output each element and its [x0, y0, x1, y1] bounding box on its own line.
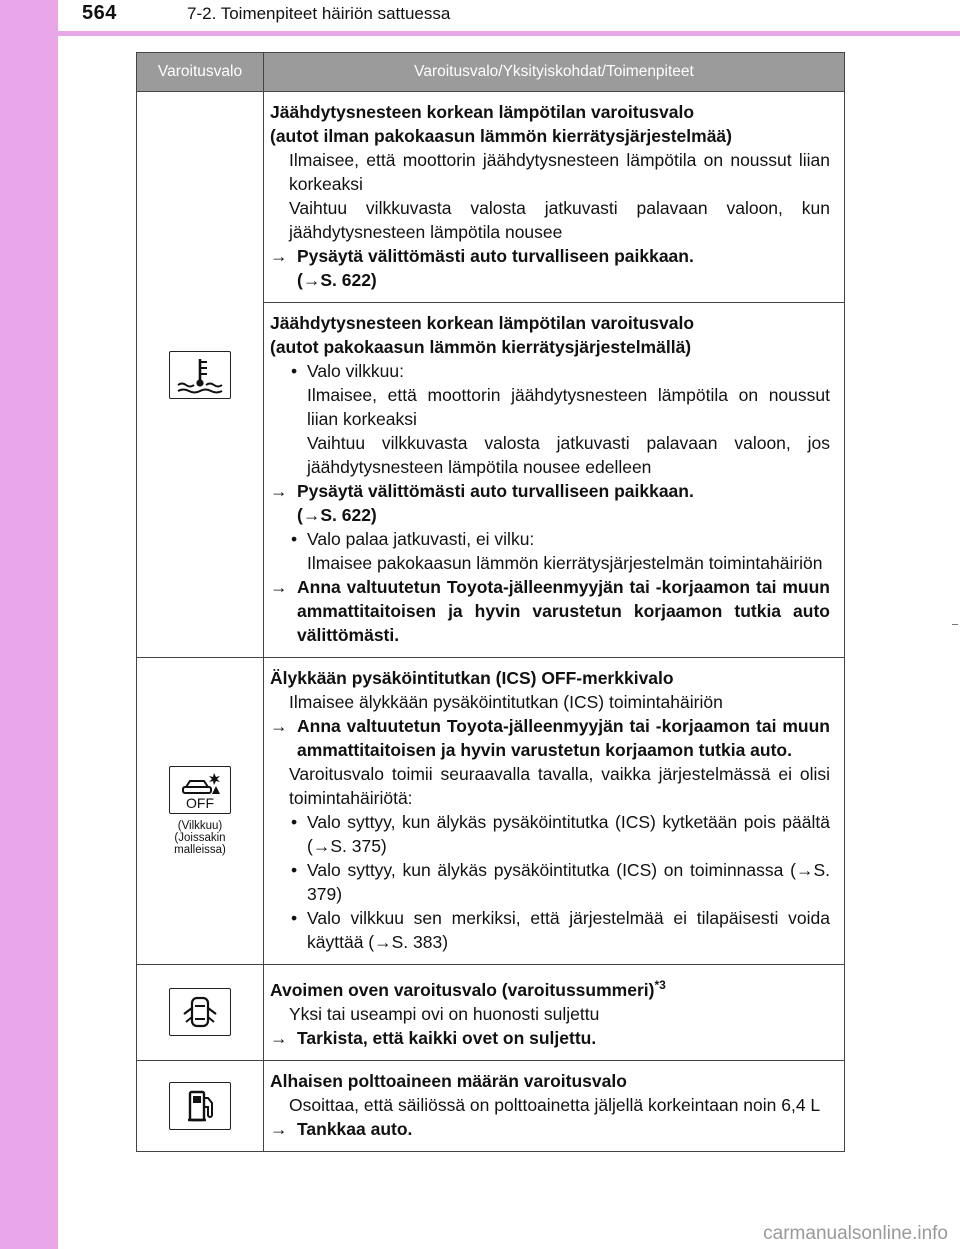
open-door-icon [169, 988, 231, 1036]
row-text: Yksi tai useampi ovi on huonosti suljettu [289, 1003, 600, 1024]
row-text: Varoitusvalo toimii seuraavalla tavalla, vaikka järjestelmässä ei olisi toimintahäiriötä: [289, 764, 830, 808]
action-line: → Pysäytä välittömästi auto turvalliseen paikkaan. [270, 246, 694, 266]
column-header-light: Varoitusvalo [137, 53, 264, 92]
arrow-icon: → [374, 932, 392, 952]
coolant-temperature-icon [169, 351, 231, 399]
arrow-icon: → [270, 1027, 288, 1048]
bullet-item: • Valo syttyy, kun älykäs pysäköintitutka (ICS) on toiminnassa (→S. 379) [270, 858, 830, 906]
action-line: → Pysäytä välittömästi auto turvalliseen paikkaan. [270, 481, 694, 501]
column-header-details: Varoitusvalo/Yksityiskohdat/Toimenpiteet [264, 53, 845, 92]
table-row [137, 658, 845, 965]
watermark: carmanualsonline.info [763, 1223, 948, 1244]
warning-light-table [136, 52, 845, 1152]
table-row [137, 1060, 845, 1151]
page-reference: (→S. 622) [297, 505, 377, 525]
arrow-icon: → [270, 246, 288, 266]
ics-off-icon [169, 766, 231, 814]
coolant-warning-details-1 [264, 92, 845, 303]
arrow-icon: → [795, 860, 814, 880]
row-title-sub: (autot pakokaasun lämmön kierrätysjärjestelmällä) [270, 337, 692, 357]
row-text: Ilmaisee älykkään pysäköintitutkan (ICS) toimintahäiriön [289, 692, 723, 712]
ics-off-label: OFF [186, 795, 214, 811]
footnote-marker: *3 [654, 978, 666, 992]
table-row [137, 965, 845, 1061]
bullet-item: • Valo vilkkuu: [270, 359, 830, 383]
arrow-icon: → [270, 1118, 288, 1139]
arrow-icon: → [312, 836, 331, 856]
action-line: → Tarkista, että kaikki ovet on suljettu. [270, 1027, 597, 1048]
coolant-icon-cell [137, 92, 264, 658]
fuel-details [264, 1060, 845, 1151]
bullet-text: Vaihtuu vilkkuvasta valosta jatkuvasti palavaan valoon, jos jäähdytysnesteen lämpötila nousee edelleen [307, 433, 830, 477]
row-title: Jäähdytysnesteen korkean lämpötilan varoitusvalo [270, 313, 695, 333]
row-title-sub: (autot ilman pakokaasun lämmön kierrätysjärjestelmää) [270, 126, 732, 146]
edge-mark [952, 624, 958, 625]
page-number: 564 [82, 2, 117, 24]
door-details [264, 965, 845, 1061]
arrow-icon: → [270, 716, 288, 736]
row-text: Ilmaisee, että moottorin jäähdytysnesteen lämpötila on noussut liian korkeaksi [289, 150, 830, 194]
row-title: Älykkään pysäköintitutkan (ICS) OFF-merkkivalo [270, 668, 674, 688]
row-title: Avoimen oven varoitusvalo (varoitussummeri)$^{*3}$ [270, 978, 666, 1000]
row-title: Alhaisen polttoaineen määrän varoitusvalo [270, 1070, 627, 1091]
fuel-icon-cell [137, 1060, 264, 1151]
action-line: → Anna valtuutetun Toyota-jälleenmyyjän tai -korjaamon tai muun ammattitaitoisen ja hyvin varustetun korjaamon tutkia auto. [270, 716, 830, 760]
arrow-icon: → [302, 270, 321, 290]
bullet-item: • Valo palaa jatkuvasti, ei vilku: [270, 527, 830, 551]
ics-details [264, 658, 845, 965]
sidebar-band [0, 0, 58, 1249]
row-text: Vaihtuu vilkkuvasta valosta jatkuvasti palavaan valoon, kun jäähdytysnesteen lämpötila nousee [289, 198, 830, 242]
bullet-item: • Valo syttyy, kun älykäs pysäköintitutka (ICS) kytketään pois päältä (→S. 375) [270, 810, 830, 858]
table-row [137, 92, 845, 303]
fuel-pump-icon [169, 1082, 231, 1130]
header-rule [0, 31, 960, 36]
action-line: → Tankkaa auto. [270, 1118, 413, 1139]
ics-icon-cell [137, 658, 264, 965]
arrow-icon: → [270, 577, 288, 597]
bullet-text: Ilmaisee, että moottorin jäähdytysnesteen lämpötila on noussut liian korkeaksi [307, 385, 830, 429]
icon-note: (Vilkkuu) (Joissakin malleissa) [174, 820, 226, 856]
row-text: Osoittaa, että säiliössä on polttoainetta jäljellä korkeintaan noin 6,4 L [289, 1094, 821, 1115]
action-line: → Anna valtuutetun Toyota-jälleenmyyjän tai -korjaamon tai muun ammattitaitoisen ja hyvin varustetun korjaamon tutkia auto välittömästi. [270, 577, 830, 645]
table-header-row [137, 53, 845, 92]
arrow-icon: → [270, 481, 288, 501]
section-title: 7-2. Toimenpiteet häiriön sattuessa [187, 4, 451, 23]
door-icon-cell [137, 965, 264, 1061]
page-reference: (→S. 622) [297, 270, 377, 290]
bullet-text: Ilmaisee pakokaasun lämmön kierrätysjärjestelmän toimintahäiriön [307, 553, 823, 573]
coolant-warning-details-2 [264, 303, 845, 658]
bullet-item: • Valo vilkkuu sen merkiksi, että järjestelmää ei tilapäisesti voida käyttää (→S. 383) [270, 906, 830, 954]
arrow-icon: → [302, 505, 321, 525]
row-title: Jäähdytysnesteen korkean lämpötilan varoitusvalo [270, 102, 695, 122]
